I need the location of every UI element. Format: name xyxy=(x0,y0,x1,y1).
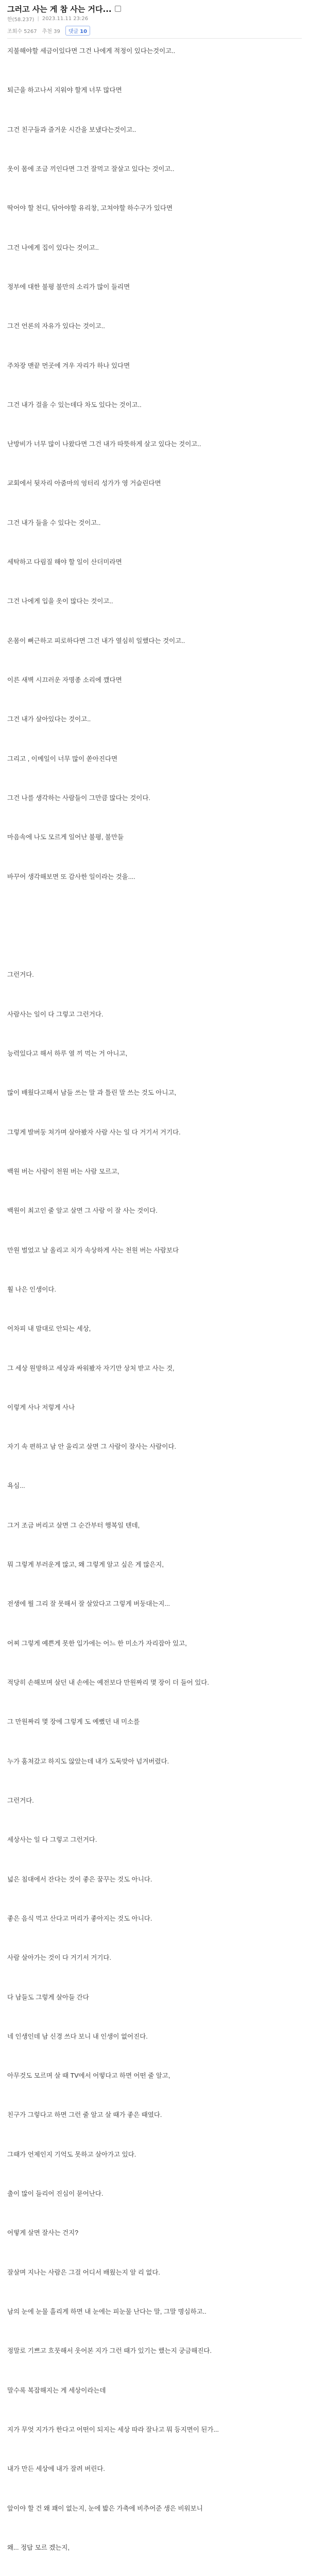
header-divider xyxy=(7,38,302,39)
body-line: 퇴근을 하고나서 지워야 할게 너무 많다면 xyxy=(7,87,122,94)
meta-separator: | xyxy=(37,15,39,22)
body-line: 전생에 뭘 그리 잘 못해서 잘 살았다고 그렇게 버둥대는지... xyxy=(7,1600,170,1607)
likes-count: 추천 39 xyxy=(42,28,60,35)
body-line: 뭐 그렇게 부러운게 많고, 왜 그렇게 알고 싶은 게 많은지, xyxy=(7,1561,164,1568)
body-line: 친구가 그렇다고 하면 그런 줄 알고 살 때가 좋은 때였다. xyxy=(7,2111,162,2119)
body-line: 세탁하고 다림질 해야 할 일이 산더미라면 xyxy=(7,558,122,566)
body-line: 다 남들도 그렇게 살아들 간다 xyxy=(7,1994,89,2001)
body-line: 마음속에 나도 모르게 일어난 불평, 불만들 xyxy=(7,834,124,841)
body-line: 이렇게 사나 저렇게 사나 xyxy=(7,1404,75,1411)
body-line: 만원 벌었고 날 올리고 치가 속상하게 사는 천원 버는 사람보다 xyxy=(7,1247,179,1254)
body-line: 잘살며 지나는 사람은 그걸 어디서 배웠는지 알 리 없다. xyxy=(7,2269,160,2276)
body-line: 누가 훔쳐갔고 하지도 않았는데 내가 도둑맞아 넘겨버렸다. xyxy=(7,1758,169,1765)
body-line: 어차피 내 맘대로 안되는 세상, xyxy=(7,1325,91,1332)
body-line: 앞이야 할 건 왜 꽤이 없는지, 눈에 밟은 가축에 비추어준 생은 비워보니 xyxy=(7,2505,203,2512)
body-line: 그 세상 원망하고 세상과 싸워봤자 자기만 상처 받고 사는 것, xyxy=(7,1365,175,1372)
body-line: 말수록 복잡해지는 게 세상이라는데 xyxy=(7,2387,106,2394)
body-line: 그건 나에게 집이 있다는 것이고.. xyxy=(7,244,99,251)
body-line: 지불해야할 세금이있다면 그건 나에게 적정이 있다는것이고.. xyxy=(7,47,176,55)
body-line: 백원 버는 사람이 천원 버는 사람 모르고, xyxy=(7,1168,119,1175)
body-line: 그 만원짜리 몇 장에 그렇게 도 예뻤던 내 미소를 xyxy=(7,1718,140,1725)
body-line: 남의 눈에 눈물 흘리게 하면 내 눈에는 피눈물 난다는 말, 그말 명심하고.. xyxy=(7,2308,207,2315)
body-line: 어떻게 살면 잘사는 건지? xyxy=(7,2229,79,2236)
body-line: 그건 내가 걸을 수 있는데다 차도 있다는 것이고.. xyxy=(7,401,142,409)
body-line: 그런거다. xyxy=(7,1797,34,1804)
body-line: 이른 새벽 시끄러운 자명종 소리에 깼다면 xyxy=(7,676,122,684)
body-line: 그건 내가 살아있다는 것이고.. xyxy=(7,716,91,723)
post-stats xyxy=(7,25,302,36)
body-line: 지가 무엇 지가가 한다고 어떤이 되지는 세상 따라 잘나고 뭐 등지면이 된가... xyxy=(7,2426,219,2433)
post-date: 2023.11.11 23:26 xyxy=(42,15,89,22)
post-header xyxy=(0,0,309,39)
body-line: 그건 내가 들을 수 있다는 것이고.. xyxy=(7,519,101,527)
body-line: 그건 나에게 입을 옷이 많다는 것이고.. xyxy=(7,598,113,605)
body-line: 딱어야 할 천디, 닦아야할 유리창, 고쳐야할 하수구가 있다면 xyxy=(7,205,173,212)
body-line: 능력있다고 해서 하루 열 끼 먹는 거 아니고, xyxy=(7,1050,128,1057)
body-line: 출이 많이 들리어 진심이 묻어난다. xyxy=(7,2190,104,2197)
body-line: 세상사는 일 다 그렇고 그런거다. xyxy=(7,1836,97,1843)
comments-button[interactable] xyxy=(65,26,90,36)
comments-count: 10 xyxy=(80,28,88,35)
views-count: 조회수 5267 xyxy=(7,28,37,35)
body-line: 교회에서 뒷자리 아줌마의 엉터리 성가가 영 거슬린다면 xyxy=(7,480,161,487)
post-author[interactable]: 한(58.237) xyxy=(7,16,35,23)
body-line: 그리고 , 이메일이 너무 많이 쏟아진다면 xyxy=(7,755,118,762)
body-line: 그건 나를 생각하는 사람들이 그만큼 많다는 것이다. xyxy=(7,794,150,802)
body-line: 옷이 몸에 조금 끼인다면 그건 잘먹고 잘살고 있다는 것이고.. xyxy=(7,165,175,173)
body-line: 자기 속 편하고 남 안 울리고 살면 그 사람이 잘사는 사람이다. xyxy=(7,1443,177,1450)
body-line: 욕심... xyxy=(7,1482,25,1489)
body-line: 그건 언론의 자유가 있다는 것이고.. xyxy=(7,323,105,330)
body-line: 사람사는 일이 다 그렇고 그런거다. xyxy=(7,1011,104,1018)
post-meta xyxy=(7,14,302,23)
body-line: 정부에 대한 불평 불만의 소리가 많이 들리면 xyxy=(7,283,130,291)
title-row xyxy=(7,3,302,14)
post-title: 그러고 사는 게 참 사는 거다... xyxy=(7,4,112,14)
comments-label: 댓글 xyxy=(68,28,79,35)
body-line: 온몸이 뻐근하고 피로하다면 그건 내가 열심히 일했다는 것이고.. xyxy=(7,637,185,645)
body-line: 왜... 정답 모르 겠는지, xyxy=(7,2544,70,2551)
body-line: 많이 배웠다고해서 남들 쓰는 말 과 틀린 말 쓰는 것도 아니고, xyxy=(7,1089,177,1096)
body-line: 좋은 음식 먹고 산다고 머리가 좋아지는 것도 아니다. xyxy=(7,1915,152,1922)
body-line: 네 인생인데 남 신경 쓰다 보니 내 인생이 없어진다. xyxy=(7,2033,148,2040)
body-line: 넓은 침대에서 잔다는 것이 좋은 꿈꾸는 것도 아니다. xyxy=(7,1876,152,1883)
image-attachment-icon xyxy=(115,6,121,12)
body-line: 그런거다. xyxy=(7,971,34,978)
body-line: 백원이 최고인 줄 알고 살면 그 사람 이 잘 사는 것이다. xyxy=(7,1207,158,1214)
body-line: 바꾸어 생각해보면 또 감사한 일이라는 것을.... xyxy=(7,873,135,880)
body-line: 사람 살아가는 것이 다 거기서 거기다. xyxy=(7,1954,111,1961)
body-line: 난방비가 너무 많이 나왔다면 그건 내가 따뜻하게 살고 있다는 것이고.. xyxy=(7,440,201,448)
body-line: 훨 나은 인생이다. xyxy=(7,1286,56,1293)
body-line: 어찌 그렇게 예쁜게 못한 입가에는 어느 한 미소가 자리잡아 있고, xyxy=(7,1640,187,1647)
body-line: 그렇게 발버둥 쳐가며 살아봤자 사람 사는 일 다 거기서 거기다. xyxy=(7,1129,181,1136)
body-line: 적당히 손해보며 살던 내 손에는 예전보다 만원짜리 몇 장이 더 들어 있다. xyxy=(7,1679,209,1686)
body-line: 정말로 기쁘고 흐뭇해서 웃어본 지가 그런 때가 있기는 했는지 궁금해진다. xyxy=(7,2347,212,2354)
body-line: 그때가 언제인지 기억도 못하고 살아가고 있다. xyxy=(7,2151,136,2158)
body-line: 주차장 맨끝 먼곳에 겨우 자리가 하나 있다면 xyxy=(7,362,130,369)
body-line: 아무것도 모르며 살 때 TV에서 어떻다고 하면 어떤 줄 알고, xyxy=(7,2072,170,2079)
body-line: 그건 친구들과 즐거운 시간을 보냈다는것이고.. xyxy=(7,126,136,133)
body-line: 그거 조금 버리고 살면 그 순간부터 행복일 텐데, xyxy=(7,1522,140,1529)
body-line: 내가 만든 세상에 내가 잘려 버린다. xyxy=(7,2465,105,2472)
